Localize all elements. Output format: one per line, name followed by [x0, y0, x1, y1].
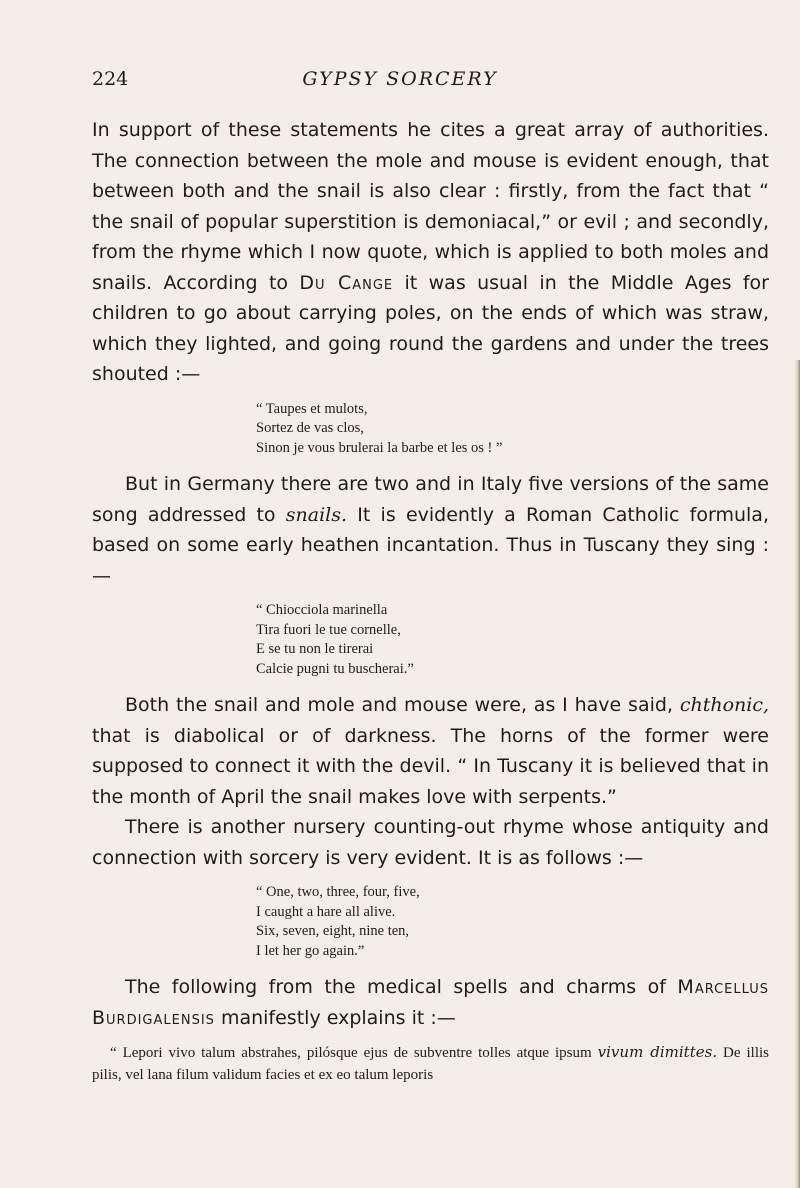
author-name-du-cange: Du Cange — [299, 271, 394, 294]
page-edge-shadow — [794, 360, 800, 1188]
page-number: 224 — [92, 68, 129, 90]
verse-one-two-three — [92, 883, 769, 961]
paragraph-text: It is evidently a Roman Catholic formula, based on some early heathen incantation. Thus in Tuscany they sing :— — [92, 503, 769, 587]
verse-line: Tira fuori le tue cornelle, — [256, 621, 401, 638]
paragraph-text: Both the snail and mole and mouse were, as I have said, — [125, 694, 680, 716]
verse-line: E se tu non le tirerai — [256, 641, 374, 657]
page-header — [0, 68, 800, 94]
latin-text: “ Lepori vivo talum abstrahes, pilósque ejus de subventre tolles atque ipsum — [110, 1045, 598, 1061]
latin-text: De illis pilis, vel lana filum validum facies et ex eo talum leporis — [92, 1045, 770, 1083]
verse-line: “ One, two, three, four, five, — [256, 884, 420, 900]
paragraph-marcellus — [92, 972, 769, 1033]
paragraph-germany — [92, 469, 769, 591]
verse-line: Six, seven, eight, nine ten, — [256, 923, 410, 939]
paragraph-text: manifestly explains it :— — [214, 1006, 456, 1029]
paragraph-text: The following from the medical spells and charms of — [125, 976, 678, 998]
paragraph-text: But in Germany there are two and in Italy five versions of the same song addressed to — [92, 473, 769, 526]
latin-quotation — [92, 1041, 769, 1086]
paragraph-text: that is diabolical or of darkness. The horns of the former were supposed to connect it with the devil. “ In Tuscany it is believed that in the month of April the snail makes love with serpents.” — [92, 724, 769, 808]
running-head: GYPSY SORCERY — [302, 68, 498, 90]
author-name-marcellus: Marcellus Burdigalensis — [92, 976, 769, 1029]
verse-line: Sinon je vous brulerai la barbe et les os ! ” — [256, 439, 503, 456]
verse-line: “ Taupes et mulots, — [256, 400, 368, 417]
verse-line: Calcie pugni tu buscherai.” — [256, 660, 414, 677]
paragraph-authorities — [92, 115, 769, 390]
paragraph-chthonic — [92, 690, 769, 812]
paragraph-text: In support of these statements he cites a great array of authorities. The connection between the mole and mouse is evident enough, that between both and the snail is also clear : firstly, from the fact that “ the snail of popular superstition is demoniacal,” or evil ; and secondly, from the rhyme which I now quote, which is applied to both moles and snails. According to — [92, 119, 769, 294]
page-body — [92, 115, 769, 1101]
verse-chiocciola — [92, 601, 769, 679]
verse-line: I let her go again.” — [256, 942, 365, 959]
verse-line: “ Chiocciola marinella — [256, 602, 388, 618]
italic-snails: snails. — [285, 503, 348, 526]
verse-line: I caught a hare all alive. — [256, 903, 396, 920]
italic-chthonic: chthonic, — [679, 694, 769, 716]
verse-taupes — [92, 400, 769, 459]
italic-vivum-dimittes: vivum dimittes. — [597, 1043, 718, 1061]
paragraph-counting-rhyme: There is another nursery counting-out rhyme whose antiquity and connection with sorcery is very evident. It is as follows :— — [92, 816, 769, 869]
verse-line: Sortez de vas clos, — [256, 420, 364, 436]
paragraph-text: it was usual in the Middle Ages for children to go about carrying poles, on the ends of which was straw, which they lighted, and going round the gardens and under the trees shouted :— — [92, 271, 769, 385]
